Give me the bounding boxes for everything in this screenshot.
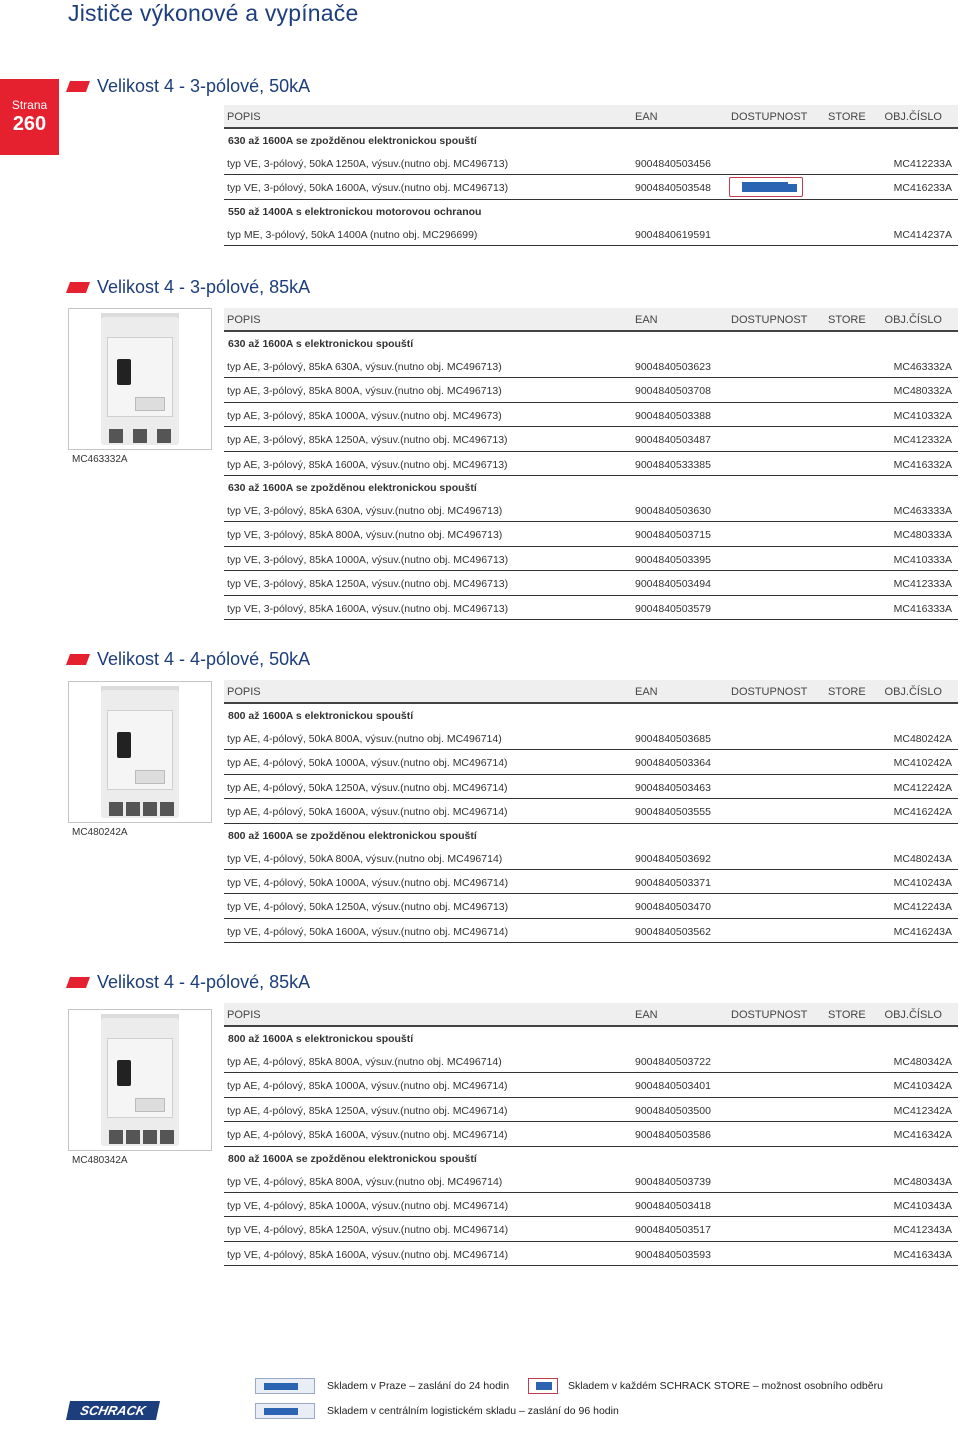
col-ean: EAN — [635, 314, 658, 326]
row-popis: typ AE, 4-pólový, 50kA 800A, výsuv.(nutno obj. MC496714) — [227, 733, 502, 745]
group-title — [224, 704, 958, 726]
product-table — [224, 1003, 958, 1266]
page-number-tab — [0, 79, 59, 155]
product-image-lever — [117, 1060, 131, 1086]
product-image-lever — [117, 732, 131, 758]
row-ean: 9004840503685 — [635, 733, 711, 745]
truck-central-icon — [255, 1403, 315, 1419]
row-objcislo: MC412333A — [893, 578, 952, 591]
row-popis: typ VE, 4-pólový, 85kA 800A, výsuv.(nutno obj. MC496714) — [227, 1175, 503, 1188]
col-ean: EAN — [635, 111, 658, 123]
row-objcislo: MC416333A — [893, 602, 952, 615]
col-dostupnost: DOSTUPNOST — [731, 1009, 808, 1021]
legend-praha: Skladem v Praze – zaslání do 24 hodin — [327, 1380, 510, 1392]
col-ean: EAN — [635, 1009, 658, 1021]
col-objcislo: OBJ.ČÍSLO — [884, 314, 942, 326]
row-objcislo: MC480342A — [893, 1056, 952, 1068]
row-objcislo: MC412332A — [893, 434, 952, 447]
table-row — [224, 726, 958, 750]
row-ean: 9004840503579 — [635, 602, 711, 615]
col-store: STORE — [828, 111, 866, 123]
section-marker — [66, 654, 90, 665]
row-ean: 9004840503371 — [635, 876, 711, 889]
group-title-text: 800 až 1600A s elektronickou spouští — [228, 710, 414, 722]
col-dostupnost: DOSTUPNOST — [731, 686, 808, 698]
row-ean: 9004840503418 — [635, 1199, 711, 1212]
row-objcislo: MC410332A — [893, 409, 952, 422]
terminal — [109, 1130, 123, 1144]
row-popis: typ AE, 3-pólový, 85kA 630A, výsuv.(nutno obj. MC496713) — [227, 361, 502, 373]
section-marker — [66, 81, 90, 92]
row-popis: typ AE, 3-pólový, 85kA 1250A, výsuv.(nutno obj. MC496713) — [227, 434, 508, 447]
group-title — [224, 1027, 958, 1049]
section-heading — [68, 277, 310, 298]
col-objcislo: OBJ.ČÍSLO — [884, 686, 942, 698]
page-tab-label: Strana — [11, 98, 48, 112]
row-ean: 9004840503548 — [635, 182, 711, 195]
table-row — [224, 403, 958, 427]
product-image-caption: MC463332A — [72, 454, 128, 465]
row-objcislo: MC463332A — [893, 361, 952, 373]
row-objcislo: MC410243A — [893, 876, 952, 889]
table-row — [224, 1169, 958, 1193]
row-ean: 9004840503456 — [635, 158, 711, 170]
row-popis: typ AE, 4-pólový, 50kA 1250A, výsuv.(nutno obj. MC496714) — [227, 781, 508, 794]
table-row — [224, 846, 958, 870]
group-title — [224, 824, 958, 846]
product-image-ctrl — [135, 1098, 165, 1112]
row-objcislo: MC410242A — [893, 757, 952, 770]
row-objcislo: MC416332A — [893, 458, 952, 471]
group-title-text: 550 až 1400A s elektronickou motorovou ochranou — [228, 205, 482, 218]
col-popis: POPIS — [227, 314, 261, 326]
row-ean: 9004840503708 — [635, 385, 711, 398]
section-heading — [68, 76, 310, 97]
row-ean: 9004840503562 — [635, 925, 711, 938]
product-image — [68, 681, 212, 823]
table-row — [224, 378, 958, 402]
col-popis: POPIS — [227, 686, 261, 698]
table-header — [224, 680, 958, 704]
row-popis: typ AE, 3-pólový, 85kA 800A, výsuv.(nutno obj. MC496713) — [227, 385, 502, 398]
table-row — [224, 427, 958, 451]
table-row — [224, 750, 958, 774]
col-objcislo: OBJ.ČÍSLO — [884, 111, 942, 123]
section-marker — [66, 977, 90, 988]
product-table — [224, 308, 958, 620]
row-popis: typ AE, 4-pólový, 50kA 1600A, výsuv.(nutno obj. MC496714) — [227, 806, 508, 819]
col-objcislo: OBJ.ČÍSLO — [884, 1009, 942, 1021]
group-title — [224, 476, 958, 498]
table-row — [224, 1049, 958, 1073]
terminal — [143, 1130, 157, 1144]
footer — [0, 1370, 960, 1432]
row-ean: 9004840503623 — [635, 361, 711, 373]
row-popis: typ VE, 3-pólový, 50kA 1600A, výsuv.(nutno obj. MC496713) — [227, 182, 509, 195]
table-header — [224, 308, 958, 332]
row-objcislo: MC480242A — [893, 733, 952, 745]
row-popis: typ VE, 3-pólový, 85kA 630A, výsuv.(nutno obj. MC496713) — [227, 504, 503, 517]
row-objcislo: MC414237A — [893, 228, 952, 241]
table-row — [224, 452, 958, 476]
row-ean: 9004840503555 — [635, 806, 711, 819]
group-title-text: 630 až 1600A s elektronickou spouští — [228, 338, 414, 350]
group-title — [224, 129, 958, 151]
table-row — [224, 222, 958, 246]
terminal — [133, 429, 147, 443]
row-popis: typ AE, 4-pólový, 85kA 1000A, výsuv.(nutno obj. MC496714) — [227, 1080, 508, 1093]
table-row — [224, 1122, 958, 1146]
row-ean: 9004840503692 — [635, 852, 711, 865]
table-row — [224, 522, 958, 546]
section-title: Velikost 4 - 4-pólové, 50kA — [97, 649, 311, 669]
group-title-text: 800 až 1600A se zpožděnou elektronickou spouští — [228, 829, 477, 842]
row-objcislo: MC480333A — [893, 529, 952, 542]
row-objcislo: MC463333A — [893, 504, 952, 517]
table-row — [224, 775, 958, 799]
row-popis: typ VE, 3-pólový, 85kA 1000A, výsuv.(nutno obj. MC496713) — [227, 553, 509, 566]
row-objcislo: MC480343A — [893, 1175, 952, 1188]
row-ean: 9004840503593 — [635, 1248, 711, 1261]
table-row — [224, 1073, 958, 1097]
terminal — [143, 802, 157, 816]
table-row — [224, 596, 958, 620]
table-row — [224, 1217, 958, 1241]
row-objcislo: MC410343A — [893, 1199, 952, 1212]
section-title: Velikost 4 - 4-pólové, 85kA — [97, 972, 311, 992]
row-popis: typ VE, 4-pólový, 50kA 800A, výsuv.(nutno obj. MC496714) — [227, 852, 503, 865]
product-image-lever — [117, 359, 131, 385]
row-objcislo: MC412342A — [893, 1104, 952, 1117]
terminal — [109, 802, 123, 816]
row-popis: typ VE, 3-pólový, 85kA 800A, výsuv.(nutno obj. MC496713) — [227, 529, 503, 542]
table-row — [224, 571, 958, 595]
product-image — [68, 1009, 212, 1151]
truck-icon — [729, 177, 803, 197]
col-dostupnost: DOSTUPNOST — [731, 314, 808, 326]
row-popis: typ VE, 3-pólový, 85kA 1600A, výsuv.(nutno obj. MC496713) — [227, 602, 509, 615]
row-popis: typ AE, 4-pólový, 85kA 1600A, výsuv.(nutno obj. MC496714) — [227, 1129, 508, 1142]
row-popis: typ AE, 4-pólový, 85kA 1250A, výsuv.(nutno obj. MC496714) — [227, 1104, 508, 1117]
col-popis: POPIS — [227, 1009, 261, 1021]
group-title-text: 630 až 1600A se zpožděnou elektronickou spouští — [228, 481, 477, 494]
table-row — [224, 799, 958, 823]
row-ean: 9004840503715 — [635, 529, 711, 542]
col-store: STORE — [828, 314, 866, 326]
table-row — [224, 175, 958, 199]
row-objcislo: MC412343A — [893, 1224, 952, 1237]
page-number: 260 — [12, 113, 47, 135]
row-ean: 9004840533385 — [635, 458, 711, 471]
terminal — [160, 1130, 174, 1144]
row-ean: 9004840503388 — [635, 409, 711, 422]
group-title — [224, 200, 958, 222]
col-ean: EAN — [635, 686, 658, 698]
col-popis: POPIS — [227, 111, 261, 123]
row-objcislo: MC410333A — [893, 553, 952, 566]
row-objcislo: MC416243A — [893, 925, 952, 938]
row-popis: typ VE, 4-pólový, 85kA 1250A, výsuv.(nutno obj. MC496714) — [227, 1224, 509, 1237]
table-row — [224, 354, 958, 378]
product-image-caption: MC480242A — [72, 827, 128, 838]
row-popis: typ AE, 3-pólový, 85kA 1600A, výsuv.(nutno obj. MC496713) — [227, 458, 508, 471]
row-objcislo: MC412243A — [893, 901, 952, 914]
product-image-ctrl — [135, 770, 165, 784]
row-ean: 9004840503586 — [635, 1129, 711, 1142]
product-table — [224, 680, 958, 943]
terminal — [126, 1130, 140, 1144]
table-row — [224, 498, 958, 522]
table-row — [224, 919, 958, 943]
col-store: STORE — [828, 1009, 866, 1021]
row-ean: 9004840503722 — [635, 1056, 711, 1068]
row-ean: 9004840503739 — [635, 1175, 711, 1188]
truck-cab — [787, 184, 797, 192]
truck-praha-icon — [255, 1378, 315, 1394]
row-objcislo: MC410342A — [893, 1080, 952, 1093]
product-table — [224, 105, 958, 246]
col-dostupnost: DOSTUPNOST — [731, 111, 808, 123]
product-image — [68, 308, 212, 450]
schrack-logo — [66, 1401, 160, 1432]
row-popis: typ AE, 4-pólový, 85kA 800A, výsuv.(nutno obj. MC496714) — [227, 1056, 502, 1068]
group-title-text: 630 až 1600A se zpožděnou elektronickou spouští — [228, 135, 477, 147]
row-ean: 9004840503401 — [635, 1080, 711, 1093]
terminal — [157, 429, 171, 443]
terminal — [160, 802, 174, 816]
page-title: Jističe výkonové a vypínače — [68, 0, 359, 26]
truck-box — [742, 182, 788, 192]
group-title-text: 800 až 1600A se zpožděnou elektronickou spouští — [228, 1152, 477, 1165]
row-objcislo: MC412233A — [893, 158, 952, 170]
row-ean: 9004840503364 — [635, 757, 711, 770]
row-ean: 9004840503463 — [635, 781, 711, 794]
table-row — [224, 151, 958, 175]
table-header — [224, 105, 958, 129]
row-ean: 9004840503494 — [635, 578, 711, 591]
row-popis: typ VE, 4-pólový, 50kA 1000A, výsuv.(nutno obj. MC496714) — [227, 876, 509, 889]
table-row — [224, 547, 958, 571]
row-objcislo: MC480243A — [893, 852, 952, 865]
group-title — [224, 332, 958, 354]
legend-store: Skladem v každém SCHRACK STORE – možnost osobního odběru — [568, 1380, 883, 1392]
product-image-caption: MC480342A — [72, 1155, 128, 1166]
logo-text: SCHRACK — [78, 1403, 148, 1418]
row-ean: 9004840503395 — [635, 553, 711, 566]
table-row — [224, 1098, 958, 1122]
logo-sub: TECHNIK — [95, 1426, 124, 1432]
table-row — [224, 1193, 958, 1217]
row-popis: typ AE, 3-pólový, 85kA 1000A, výsuv.(nutno obj. MC49673) — [227, 409, 502, 422]
section-heading — [68, 649, 310, 670]
row-objcislo: MC480332A — [893, 385, 952, 398]
table-header — [224, 1003, 958, 1027]
row-popis: typ ME, 3-pólový, 50kA 1400A (nutno obj. MC296699) — [227, 228, 478, 241]
row-popis: typ VE, 4-pólový, 50kA 1600A, výsuv.(nutno obj. MC496714) — [227, 925, 509, 938]
row-objcislo: MC416342A — [893, 1129, 952, 1142]
row-popis: typ VE, 4-pólový, 85kA 1000A, výsuv.(nutno obj. MC496714) — [227, 1199, 509, 1212]
store-icon — [528, 1378, 558, 1394]
row-ean: 9004840619591 — [635, 228, 711, 241]
row-objcislo: MC416233A — [893, 182, 952, 195]
row-ean: 9004840503517 — [635, 1224, 711, 1237]
group-title — [224, 1147, 958, 1169]
row-popis: typ VE, 4-pólový, 50kA 1250A, výsuv.(nutno obj. MC496713) — [227, 901, 509, 914]
terminal — [126, 802, 140, 816]
product-image-ctrl — [135, 397, 165, 411]
row-ean: 9004840503470 — [635, 901, 711, 914]
legend-central: Skladem v centrálním logistickém skladu – zaslání do 96 hodin — [327, 1405, 619, 1417]
row-ean: 9004840503630 — [635, 504, 711, 517]
row-ean: 9004840503500 — [635, 1104, 711, 1117]
table-row — [224, 870, 958, 894]
group-title-text: 800 až 1600A s elektronickou spouští — [228, 1033, 414, 1045]
table-row — [224, 1242, 958, 1266]
row-ean: 9004840503487 — [635, 434, 711, 447]
row-popis: typ VE, 4-pólový, 85kA 1600A, výsuv.(nutno obj. MC496714) — [227, 1248, 509, 1261]
col-store: STORE — [828, 686, 866, 698]
table-row — [224, 894, 958, 918]
row-objcislo: MC416242A — [893, 806, 952, 819]
row-popis: typ VE, 3-pólový, 85kA 1250A, výsuv.(nutno obj. MC496713) — [227, 578, 509, 591]
row-objcislo: MC416343A — [893, 1248, 952, 1261]
row-popis: typ AE, 4-pólový, 50kA 1000A, výsuv.(nutno obj. MC496714) — [227, 757, 508, 770]
row-popis: typ VE, 3-pólový, 50kA 1250A, výsuv.(nutno obj. MC496713) — [227, 158, 509, 170]
section-title: Velikost 4 - 3-pólové, 85kA — [97, 277, 311, 297]
terminal — [109, 429, 123, 443]
row-objcislo: MC412242A — [893, 781, 952, 794]
section-title: Velikost 4 - 3-pólové, 50kA — [97, 76, 311, 96]
section-marker — [66, 282, 90, 293]
section-heading — [68, 972, 310, 993]
